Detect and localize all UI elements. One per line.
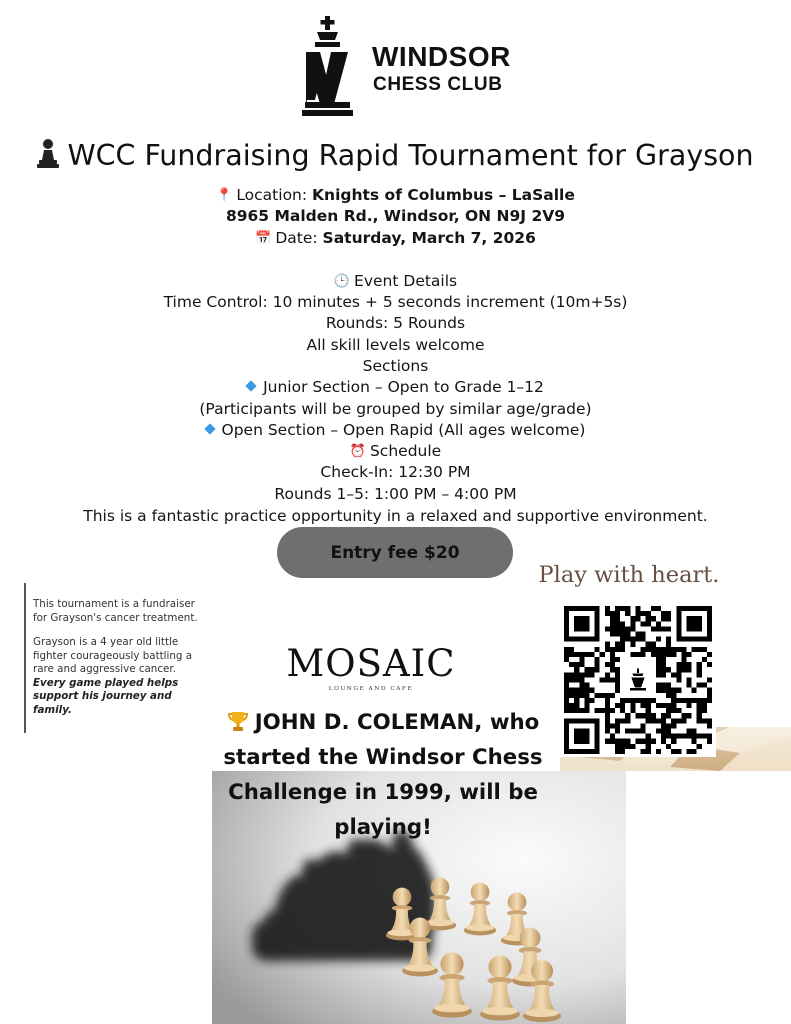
time-control: Time Control: 10 minutes + 5 seconds increment (10m+5s) [163, 293, 628, 311]
coleman-headline [205, 705, 561, 845]
qr-code-panel[interactable] [560, 603, 716, 757]
note-paragraph-3: Every game played helps support his journey and family. [33, 676, 179, 716]
note-divider [24, 583, 26, 733]
clock-icon: 🕒 [333, 274, 351, 289]
location-label: Location: [236, 186, 308, 204]
note-paragraph-1: This tournament is a fundraiser for Grayson's cancer treatment. [33, 598, 198, 624]
page-title [0, 138, 791, 172]
sponsor-logo: MOSAIC [286, 642, 456, 685]
logo-text-chess-club: CHESS CLUB [373, 74, 503, 95]
headline-text: JOHN D. COLEMAN, who started the Windsor Chess Challenge in 1999, will be playing! [223, 710, 543, 840]
trophy-icon [227, 710, 249, 732]
rounds-time: Rounds 1–5: 1:00 PM – 4:00 PM [274, 485, 517, 503]
logo-text-windsor: WINDSOR [372, 41, 511, 72]
alarm-clock-icon: ⏰ [349, 444, 366, 459]
junior-section [0, 377, 791, 398]
date-line [0, 228, 791, 249]
diamond-icon [204, 423, 215, 434]
rounds: Rounds: 5 Rounds [325, 314, 466, 332]
fundraiser-note [33, 598, 208, 728]
play-with-heart-heading: Play with heart. [538, 562, 720, 588]
pawn-icon [37, 138, 59, 168]
event-details-heading [0, 271, 791, 292]
date-label: Date: [275, 229, 318, 247]
sponsor-subtitle: LOUNGE AND CAFE [328, 686, 414, 692]
tagline: This is a fantastic practice opportunity in a relaxed and supportive environment. [83, 507, 708, 525]
sections-heading: Sections [362, 357, 429, 375]
event-details-heading-text: Event Details [354, 272, 458, 290]
junior-note: (Participants will be grouped by similar age/grade) [199, 400, 592, 418]
date-value: Saturday, March 7, 2026 [322, 229, 536, 247]
open-section-text: Open Section – Open Rapid (All ages welcome) [221, 421, 586, 439]
location-address: 8965 Malden Rd., Windsor, ON N9J 2V9 [225, 207, 566, 225]
calendar-icon: 📅 [255, 231, 272, 246]
note-paragraph-2: Grayson is a 4 year old little fighter courageously battling a rare and aggressive cancer. [33, 636, 193, 675]
diamond-icon [245, 380, 256, 391]
check-in: Check-In: 12:30 PM [320, 463, 471, 481]
location-line [0, 185, 791, 206]
entry-fee-badge: Entry fee $20 [277, 527, 513, 578]
pin-icon: 📍 [216, 188, 233, 203]
qr-code[interactable] [564, 606, 712, 754]
skill-levels: All skill levels welcome [306, 336, 485, 354]
location-venue: Knights of Columbus – LaSalle [312, 186, 575, 204]
junior-section-text: Junior Section – Open to Grade 1–12 [263, 378, 544, 396]
schedule-heading [0, 441, 791, 462]
title-text: WCC Fundraising Rapid Tournament for Grayson [67, 139, 754, 172]
schedule-heading-text: Schedule [369, 442, 442, 460]
qr-center-logo-icon [621, 663, 655, 697]
open-section [0, 420, 791, 441]
